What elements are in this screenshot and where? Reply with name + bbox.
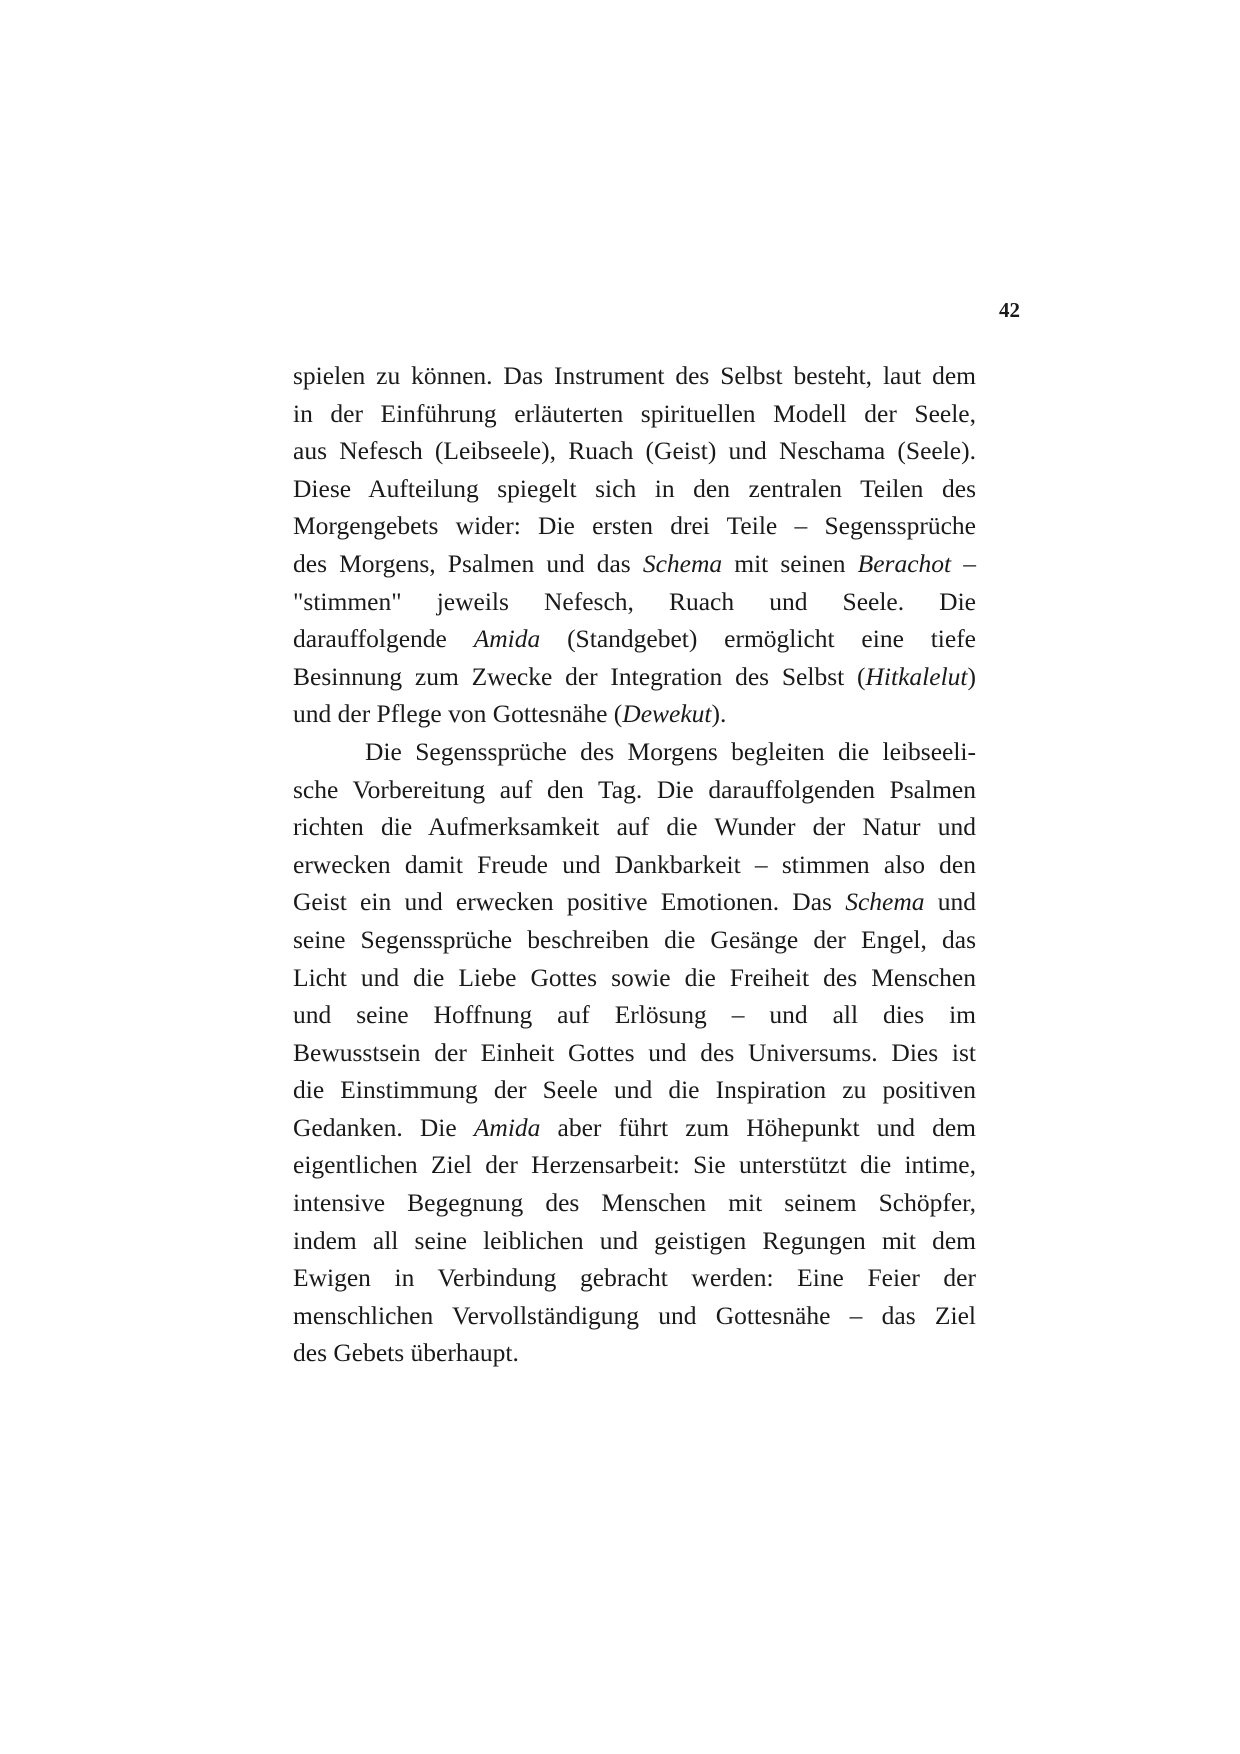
text-segment: Geist ein und erwecken positive Emotionen. Das <box>293 887 846 917</box>
text-line <box>293 1034 976 1072</box>
text-segment: indem all seine leiblichen und geistigen Regungen mit dem <box>293 1225 976 1255</box>
text-segment: die Einstimmung der Seele und die Inspiration zu positiven <box>293 1075 976 1105</box>
text-line <box>293 1071 976 1109</box>
text-segment: erwecken damit Freude und Dankbarkeit – stimmen also den <box>293 849 976 879</box>
text-line <box>293 583 976 621</box>
text-line <box>293 658 976 696</box>
text-line <box>293 1146 976 1184</box>
text-line <box>293 959 976 997</box>
text-segment: richten die Aufmerksamkeit auf die Wunder der Natur und <box>293 812 976 842</box>
text-segment: sche Vorbereitung auf den Tag. Die darauffolgenden Psalmen <box>293 774 976 804</box>
italic-term: Amida <box>473 1112 541 1142</box>
text-segment: (Standgebet) ermöglicht eine tiefe <box>540 624 977 654</box>
text-line <box>293 1259 976 1297</box>
text-line <box>293 357 976 395</box>
text-segment: Die Segenssprüche des Morgens begleiten die leibseeli- <box>365 736 976 766</box>
text-line <box>293 921 976 959</box>
text-line <box>293 1334 976 1372</box>
italic-term: Dewekut <box>622 699 712 729</box>
text-segment: "stimmen" jeweils Nefesch, Ruach und Seele. Die <box>293 586 976 616</box>
body-text <box>293 357 976 1372</box>
text-line <box>293 507 976 545</box>
text-segment: des Morgens, Psalmen und das <box>293 548 643 578</box>
text-segment: Gedanken. Die <box>293 1112 474 1142</box>
text-segment: – <box>951 548 977 578</box>
page-number: 42 <box>999 298 1020 322</box>
text-segment: spielen zu können. Das Instrument des Selbst besteht, laut dem <box>293 361 976 390</box>
italic-term: Amida <box>473 624 541 654</box>
text-segment: in der Einführung erläuterten spirituellen Modell der Seele, <box>293 398 976 428</box>
text-line <box>293 545 976 583</box>
italic-term: Hitkalelut <box>865 661 968 691</box>
text-segment: mit seinen <box>722 548 858 578</box>
italic-term: Schema <box>845 887 925 917</box>
text-segment: Diese Aufteilung spiegelt sich in den zentralen Teilen des <box>293 473 976 503</box>
text-segment: Licht und die Liebe Gottes sowie die Freiheit des Menschen <box>293 962 976 992</box>
italic-term: Berachot <box>857 548 952 578</box>
text-segment: aus Nefesch (Leibseele), Ruach (Geist) und Neschama (Seele). <box>293 436 976 466</box>
text-line <box>293 1297 976 1335</box>
text-line <box>293 1109 976 1147</box>
text-segment: Ewigen in Verbindung gebracht werden: Eine Feier der <box>293 1263 976 1293</box>
italic-term: Schema <box>642 548 723 578</box>
text-segment: darauffolgende <box>293 624 474 654</box>
text-segment: und der Pflege von Gottesnähe ( <box>293 699 623 729</box>
text-segment: und seine Hoffnung auf Erlösung – und all dies im <box>293 1000 976 1030</box>
text-line <box>293 695 976 733</box>
text-line <box>293 883 976 921</box>
text-segment: des Gebets überhaupt. <box>293 1338 519 1368</box>
text-line <box>293 470 976 508</box>
text-line <box>293 395 976 433</box>
text-line <box>293 808 976 846</box>
text-segment: und <box>924 887 976 917</box>
text-line <box>293 996 976 1034</box>
paragraph <box>293 733 976 1372</box>
text-line <box>293 1222 976 1260</box>
text-segment: Besinnung zum Zwecke der Integration des Selbst ( <box>293 661 866 691</box>
text-segment: aber führt zum Höhepunkt und dem <box>540 1112 976 1142</box>
text-line <box>293 620 976 658</box>
paragraph <box>293 357 976 733</box>
text-segment: Bewusstsein der Einheit Gottes und des Universums. Dies ist <box>293 1037 976 1067</box>
text-segment: menschlichen Vervollständigung und Gottesnähe – das Ziel <box>293 1300 976 1330</box>
text-line <box>293 432 976 470</box>
text-segment: Morgengebets wider: Die ersten drei Teile – Segenssprüche <box>293 511 976 541</box>
text-line <box>293 846 976 884</box>
text-segment: seine Segenssprüche beschreiben die Gesänge der Engel, das <box>293 924 976 954</box>
text-segment: eigentlichen Ziel der Herzensarbeit: Sie unterstützt die intime, <box>293 1150 976 1180</box>
text-line <box>293 771 976 809</box>
text-segment: ) <box>967 661 976 691</box>
text-segment: ). <box>711 699 727 729</box>
text-segment: intensive Begegnung des Menschen mit seinem Schöpfer, <box>293 1188 976 1218</box>
text-line <box>293 1184 976 1222</box>
text-line <box>293 733 976 771</box>
